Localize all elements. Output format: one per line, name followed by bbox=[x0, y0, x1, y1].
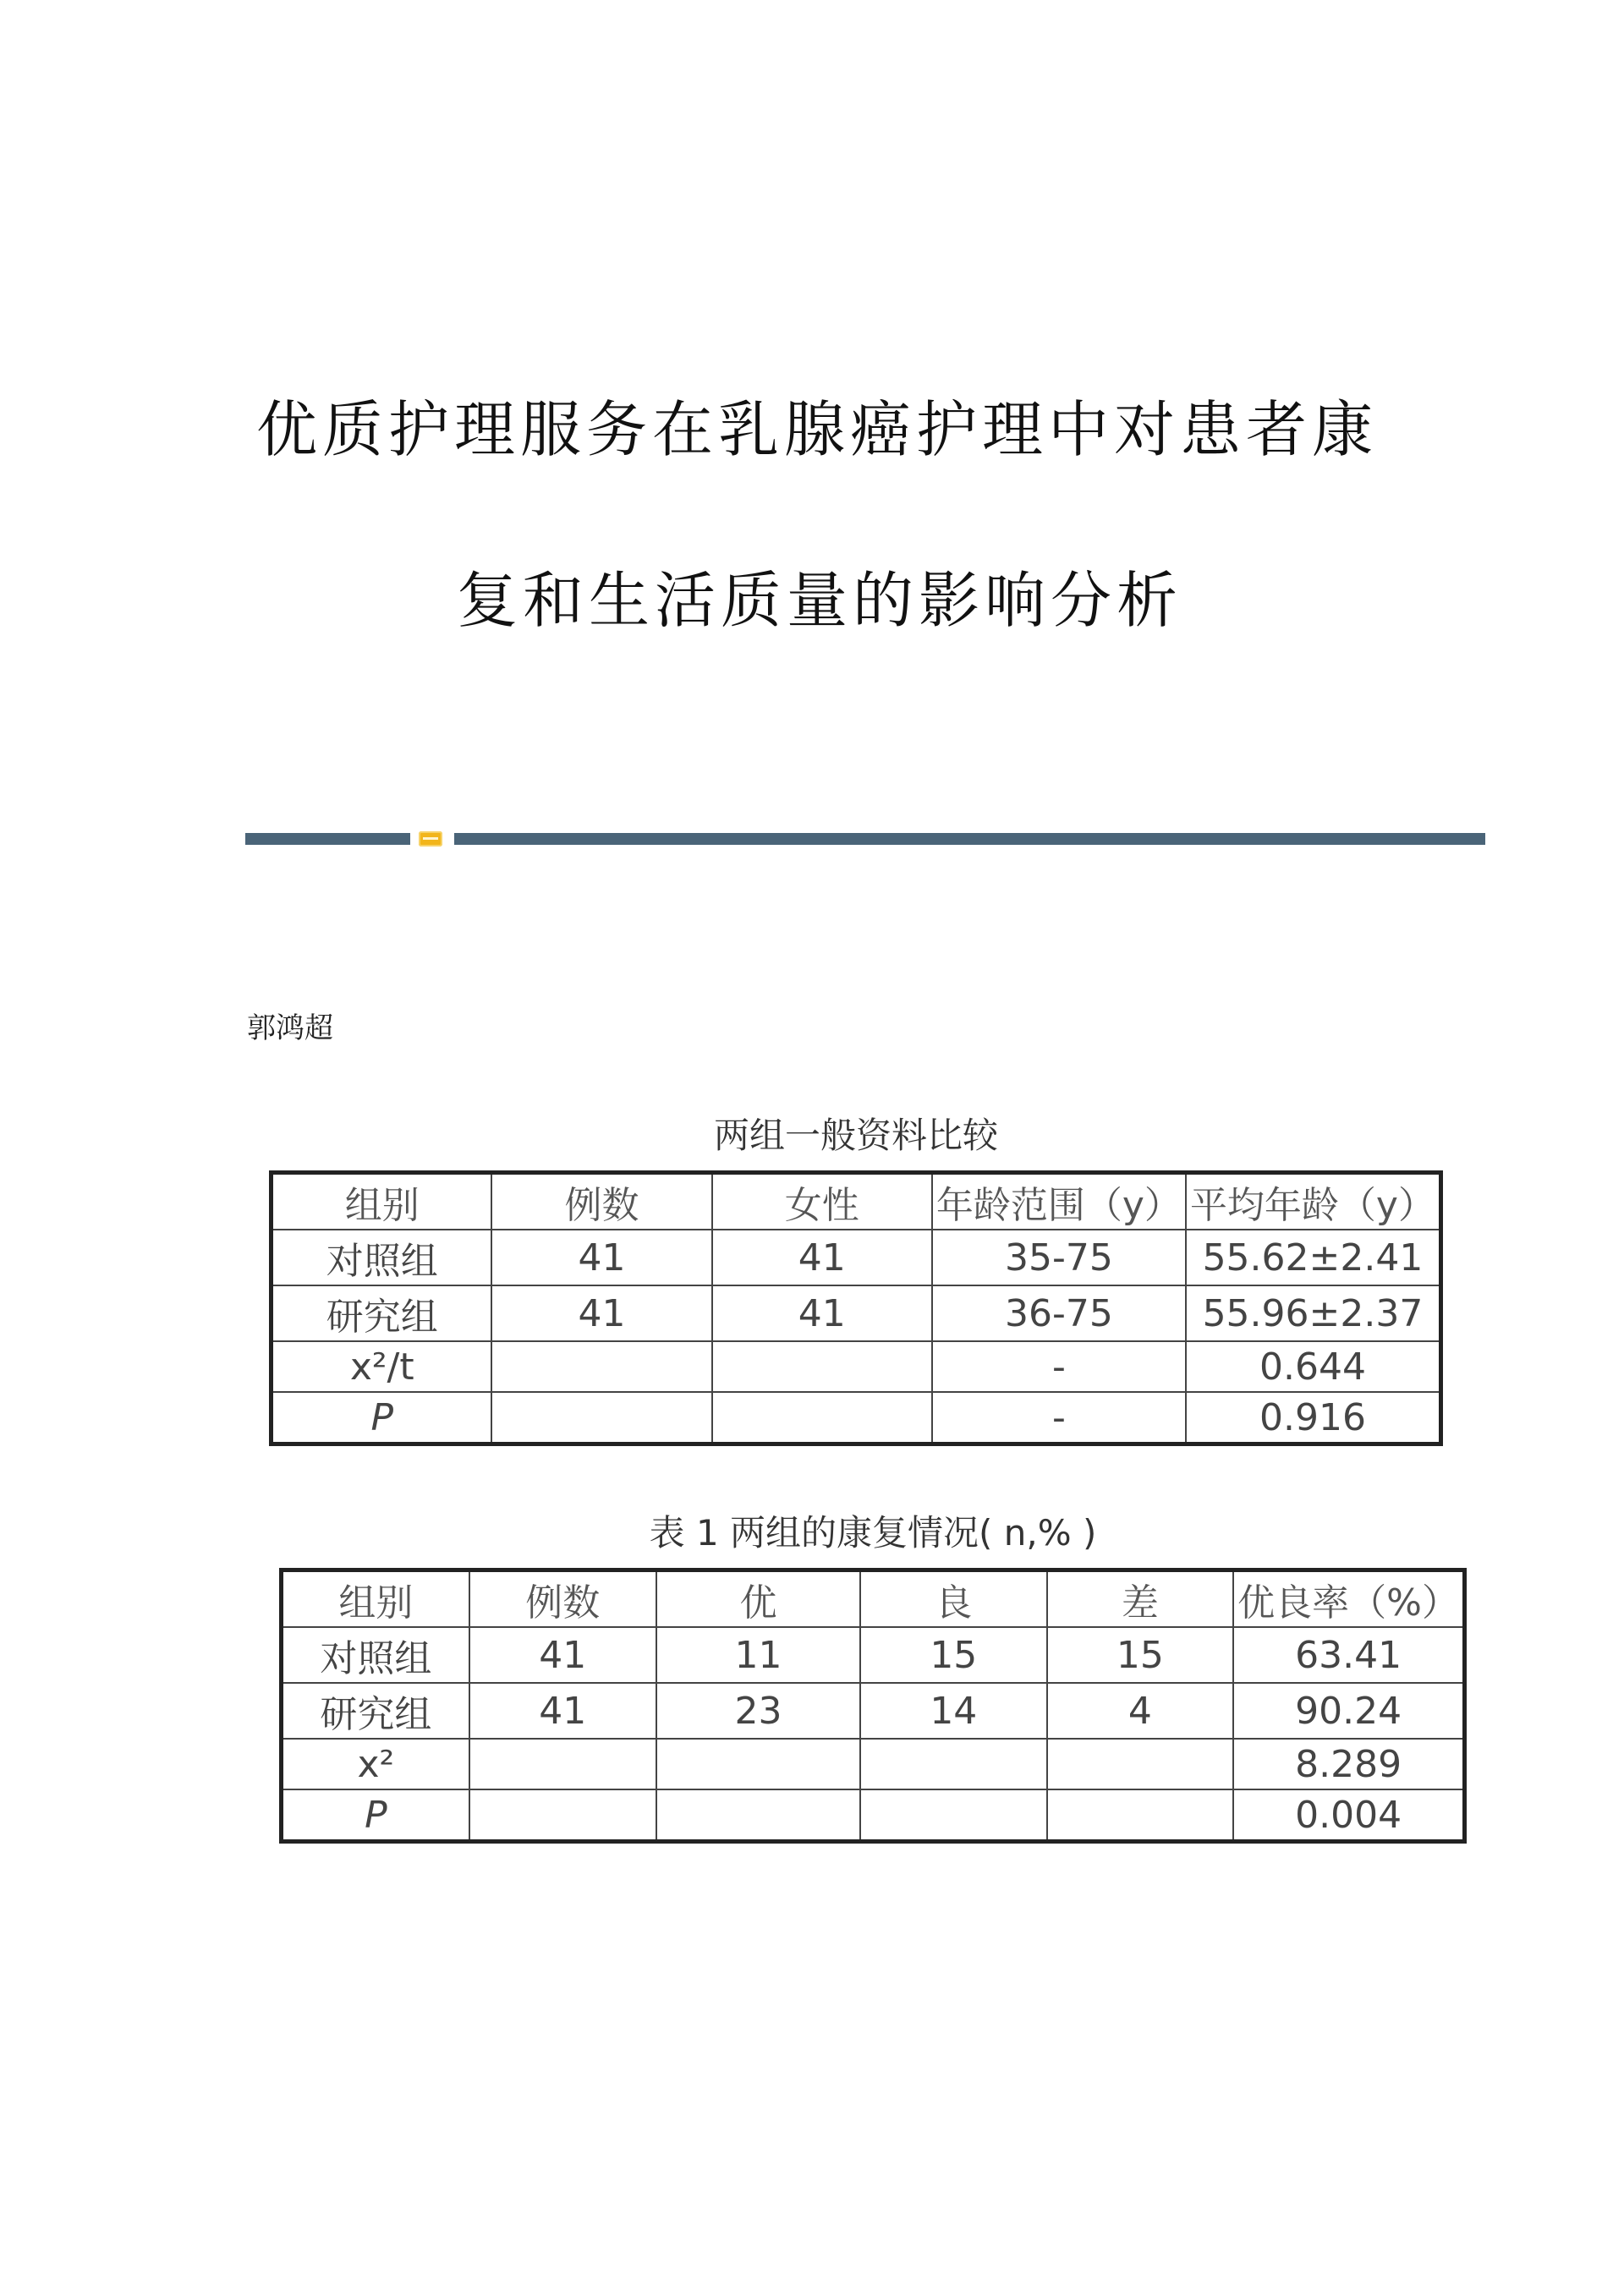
general-data-table-block bbox=[269, 1108, 1443, 1446]
table-cell: 14 bbox=[860, 1683, 1047, 1739]
table-row bbox=[282, 1683, 1465, 1739]
table-caption: 两组一般资料比较 bbox=[713, 1115, 998, 1156]
table-cell: 11 bbox=[656, 1627, 860, 1683]
divider-bar-right bbox=[454, 833, 1485, 845]
document-title-line-1: 优质护理服务在乳腺癌护理中对患者康 bbox=[256, 394, 1379, 465]
table-cell bbox=[712, 1392, 932, 1444]
table-row bbox=[272, 1285, 1441, 1341]
table-cell: 55.62±2.41 bbox=[1186, 1230, 1441, 1285]
header-cell: 组别 bbox=[272, 1173, 492, 1230]
table-cell: 研究组 bbox=[272, 1285, 492, 1341]
table-cell bbox=[656, 1789, 860, 1842]
header-cell: 例数 bbox=[469, 1570, 656, 1628]
header-cell: 平均年龄（y） bbox=[1186, 1173, 1441, 1230]
table-cell: 41 bbox=[469, 1627, 656, 1683]
header-cell: 良 bbox=[860, 1570, 1047, 1628]
table-cell: 36-75 bbox=[932, 1285, 1186, 1341]
table-cell: x²/t bbox=[272, 1341, 492, 1392]
table-cell: x² bbox=[282, 1739, 469, 1789]
table-cell bbox=[712, 1341, 932, 1392]
table-row bbox=[282, 1789, 1465, 1842]
table-cell: 41 bbox=[491, 1285, 711, 1341]
table-row bbox=[282, 1627, 1465, 1683]
table-cell: 90.24 bbox=[1233, 1683, 1464, 1739]
table-cell: 35-75 bbox=[932, 1230, 1186, 1285]
table-cell: P bbox=[282, 1789, 469, 1842]
table-cell: 0.644 bbox=[1186, 1341, 1441, 1392]
recovery-table-block bbox=[279, 1505, 1467, 1844]
table-cell: 63.41 bbox=[1233, 1627, 1464, 1683]
table-cell: 对照组 bbox=[272, 1230, 492, 1285]
table-cell bbox=[469, 1739, 656, 1789]
table-cell: 41 bbox=[712, 1285, 932, 1341]
table-cell bbox=[491, 1341, 711, 1392]
header-cell: 例数 bbox=[491, 1173, 711, 1230]
table-cell bbox=[656, 1739, 860, 1789]
table-header-row bbox=[282, 1570, 1465, 1628]
table-cell: 41 bbox=[491, 1230, 711, 1285]
table-cell bbox=[469, 1789, 656, 1842]
table-cell: 15 bbox=[860, 1627, 1047, 1683]
table-cell: 8.289 bbox=[1233, 1739, 1464, 1789]
table-cell: - bbox=[932, 1392, 1186, 1444]
table-cell bbox=[1047, 1789, 1234, 1842]
table-cell: P bbox=[272, 1392, 492, 1444]
header-cell: 年龄范围（y） bbox=[932, 1173, 1186, 1230]
table-cell: 研究组 bbox=[282, 1683, 469, 1739]
table-cell bbox=[491, 1392, 711, 1444]
divider-bar-left bbox=[245, 833, 410, 845]
header-cell: 差 bbox=[1047, 1570, 1234, 1628]
header-cell: 女性 bbox=[712, 1173, 932, 1230]
table-row bbox=[272, 1230, 1441, 1285]
table-cell: 4 bbox=[1047, 1683, 1234, 1739]
header-cell: 组别 bbox=[282, 1570, 469, 1628]
table-cell: 0.004 bbox=[1233, 1789, 1464, 1842]
table-row bbox=[282, 1739, 1465, 1789]
table-cell: 对照组 bbox=[282, 1627, 469, 1683]
header-cell: 优 bbox=[656, 1570, 860, 1628]
recovery-table bbox=[279, 1568, 1467, 1844]
table-cell bbox=[1047, 1739, 1234, 1789]
table-cell: 41 bbox=[469, 1683, 656, 1739]
table-cell: 55.96±2.37 bbox=[1186, 1285, 1441, 1341]
table-cell: 0.916 bbox=[1186, 1392, 1441, 1444]
table-cell: 15 bbox=[1047, 1627, 1234, 1683]
divider-ornament-icon bbox=[419, 831, 442, 847]
table-cell bbox=[860, 1739, 1047, 1789]
table-cell bbox=[860, 1789, 1047, 1842]
table-row bbox=[272, 1341, 1441, 1392]
document-title-line-2: 复和生活质量的影响分析 bbox=[457, 565, 1183, 636]
table-cell: 23 bbox=[656, 1683, 860, 1739]
title-divider bbox=[245, 833, 1485, 845]
table-cell: 41 bbox=[712, 1230, 932, 1285]
header-cell: 优良率（%） bbox=[1233, 1570, 1464, 1628]
table-header-row bbox=[272, 1173, 1441, 1230]
author-name: 郭鸿超 bbox=[247, 1011, 333, 1045]
table-row bbox=[272, 1392, 1441, 1444]
general-data-table bbox=[269, 1170, 1443, 1446]
table-cell: - bbox=[932, 1341, 1186, 1392]
table-caption: 表 1 两组的康复情况( n,% ) bbox=[649, 1512, 1097, 1553]
